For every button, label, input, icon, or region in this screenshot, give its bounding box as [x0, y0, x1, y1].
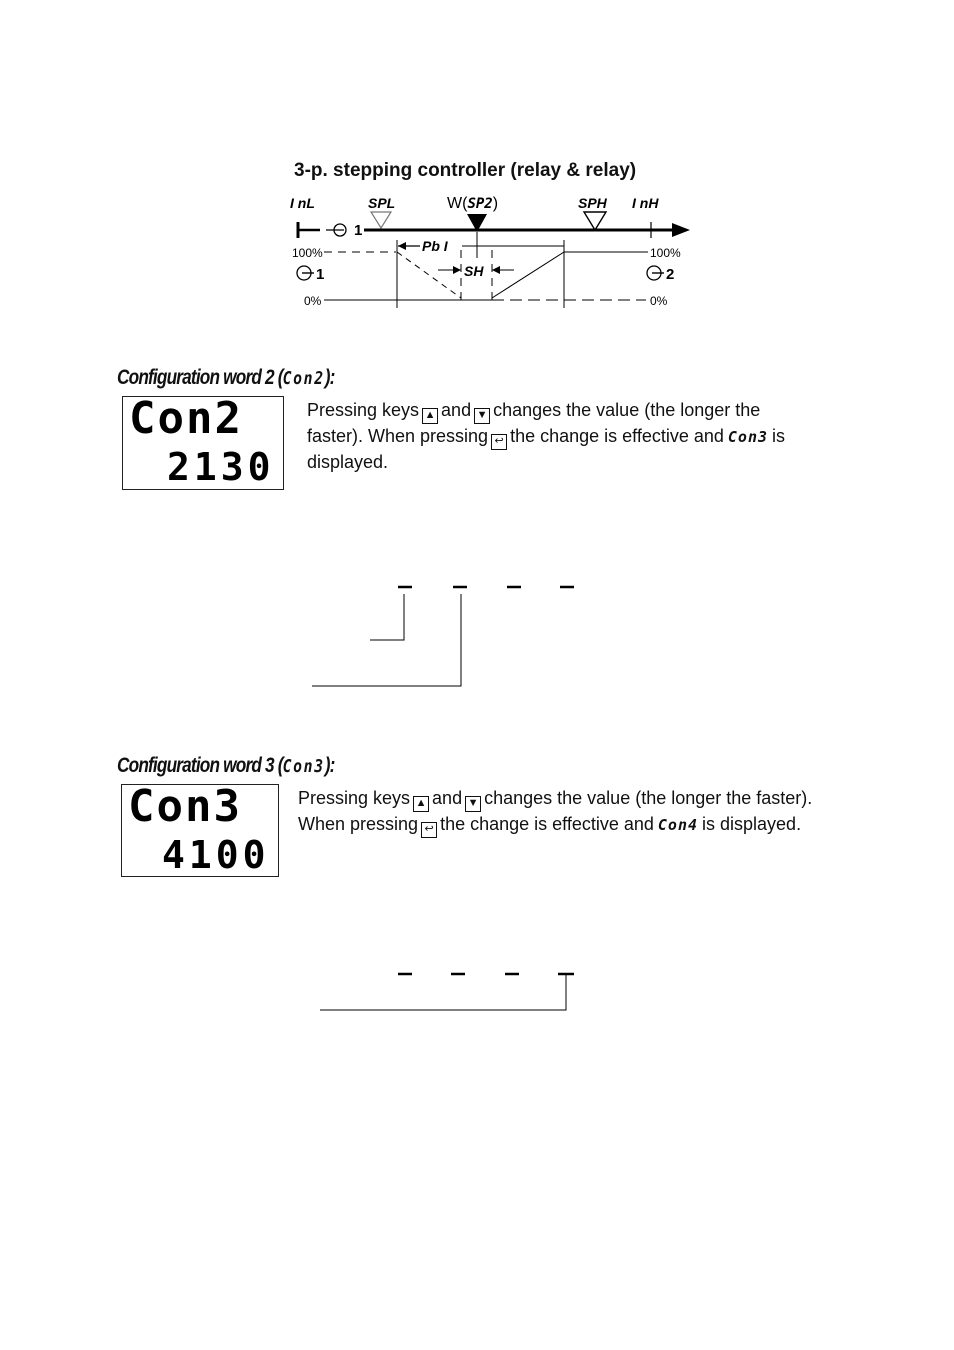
text-pressing: Pressing keys: [298, 788, 411, 808]
text-line2c: is displayed.: [702, 814, 802, 834]
heading-code: Con2: [282, 368, 325, 389]
enter-key-icon: ↩: [421, 822, 437, 838]
heading-text: Configuration word 3 (: [117, 754, 283, 777]
label-sp2: SP2: [467, 196, 493, 212]
label-spl: SPL: [368, 195, 396, 211]
digit-leader-4: [320, 974, 566, 1010]
spl-triangle: [371, 212, 391, 228]
sph-triangle: [584, 212, 606, 230]
lcd-display-con2: [122, 393, 284, 490]
section-heading-con2: [117, 366, 335, 390]
pb1-arrowhead: [398, 242, 406, 250]
next-code: Con4: [657, 816, 699, 834]
label-100-right: 100%: [650, 246, 681, 260]
diagram-title: 3-p. stepping controller (relay & relay): [294, 160, 637, 181]
digit-breakdown-con2: [300, 580, 600, 692]
heading-text: Configuration word 2 (: [117, 366, 283, 389]
label-pb1: Pb I: [422, 238, 448, 254]
text-line2a: When pressing: [298, 814, 419, 834]
out2-ramp: [492, 252, 564, 298]
lcd-bottom-line: 4100: [162, 833, 270, 877]
sh-arrowhead-right: [492, 266, 500, 274]
text-and: and: [432, 788, 463, 808]
label-w-close: ): [492, 195, 499, 212]
text-changes: changes the value (the longer the: [493, 400, 761, 420]
text-pressing: Pressing keys: [307, 400, 420, 420]
label-inl: I nL: [290, 195, 315, 211]
label-w: [447, 195, 498, 212]
text-line2b: the change is effective and: [510, 426, 724, 446]
label-out2: 2: [666, 266, 675, 283]
enter-key-icon: ↩: [491, 434, 507, 450]
stepping-controller-diagram: [280, 188, 700, 313]
label-inh: I nH: [632, 195, 659, 211]
label-0-left: 0%: [304, 294, 322, 308]
main-axis-arrowhead: [672, 223, 690, 237]
label-w-open: W(: [447, 195, 468, 212]
lcd-top-line: Con2: [129, 393, 243, 444]
out1-ramp: [397, 252, 461, 298]
label-sph: SPH: [578, 195, 607, 211]
lcd-top-line: Con3: [128, 781, 242, 832]
down-key-icon: ▼: [465, 796, 481, 812]
instruction-text-con3: [298, 786, 812, 838]
instruction-text-con2: [307, 398, 785, 475]
heading-close: ):: [324, 366, 335, 389]
heading-code: Con3: [282, 756, 325, 777]
text-line2c: is: [772, 426, 786, 446]
down-key-icon: ▼: [474, 408, 490, 424]
label-100-left: 100%: [292, 246, 323, 260]
digit-leader-1: [370, 594, 404, 640]
label-sh: SH: [464, 263, 484, 279]
digit-breakdown-con3: [310, 966, 590, 1016]
heading-close: ):: [324, 754, 335, 777]
label-out1: 1: [316, 266, 325, 283]
text-changes: changes the value (the longer the faster).: [484, 788, 813, 808]
text-line2a: faster). When pressing: [307, 426, 489, 446]
up-key-icon: ▲: [413, 796, 429, 812]
text-and: and: [441, 400, 472, 420]
up-key-icon: ▲: [422, 408, 438, 424]
lcd-display-con3: [121, 781, 279, 877]
text-line2b: the change is effective and: [440, 814, 654, 834]
label-out1-top: 1: [354, 222, 363, 239]
text-line3: displayed.: [307, 452, 389, 472]
sh-arrowhead-left: [453, 266, 461, 274]
label-0-right: 0%: [650, 294, 668, 308]
next-code: Con3: [727, 428, 769, 446]
section-heading-con3: [117, 754, 335, 778]
lcd-bottom-line: 2130: [167, 445, 275, 489]
